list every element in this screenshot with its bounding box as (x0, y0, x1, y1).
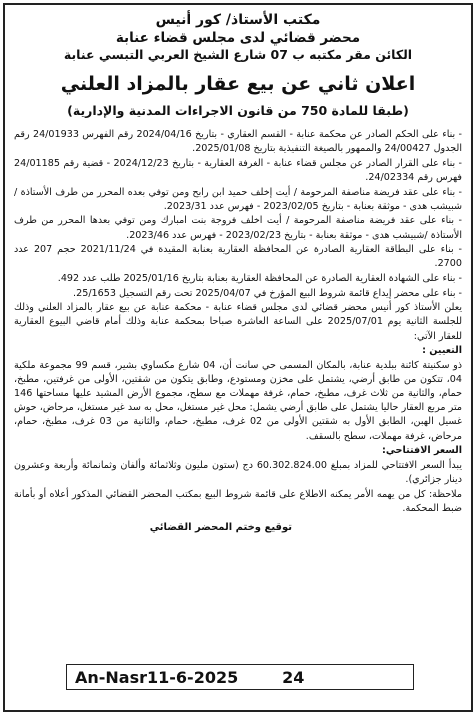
office-address: الكائن مقر مكتبه ب 07 شارع الشيخ العربي التبسي عنابة (63, 47, 413, 63)
paragraph-inheritance-1: - بناء على عقد فريضة مناصفة المرحومة / أيت إخلف حميد ابن رابح ومن توفي بعده المحرر من طرف الأستاذة /شبيشب هدى - موثقة بعنابة - بتاريخ 2023/02/05 - فهرس عدد 2023/31. (14, 186, 462, 212)
paragraph-price: يبدأ السعر الافتتاحي للمزاد بمبلغ 60.302.824.00 دج (ستون مليون وثلاثمائة وألفان وثمانمائة وأربعة وعشرون دينار جزائري). (14, 459, 462, 485)
paragraph-conditions-filing: - بناء على محضر إيداع قائمة شروط البيع المؤرخ في 2025/04/07 تحت رقم التسجيل 25/1653. (73, 287, 462, 299)
announcement-body (14, 128, 462, 516)
signature-line: توقيع وختم المحضر القضائي (149, 521, 292, 533)
paragraph-sale-notice: يعلن الأستاذ كور أنيس محضر قضائي لدى مجلس قضاء عنابة - محكمة عنابة عن بيع عقار بالمزاد العلني وذلك للجلسة الثانية يوم 2025/07/01 على الساعة العاشرة صباحا بمحكمة عنابة وذلك أمام قاضي البيوع العقارية للعقار الآتي: (14, 302, 462, 342)
paragraph-inheritance-2: - بناء على عقد فريضة مناصفة المرحومة / أيت اخلف فروجة بنت امبارك ومن توفي بعدها المحرر من طرف الأستاذة /شبيشب هدى - موثقة بعنابة - بتاريخ 2023/02/23 - فهرس عدد 2023/46. (14, 215, 462, 241)
announcement-subtitle: (طبقا للمادة 750 من قانون الاجراءات المدنية والإدارية) (67, 103, 409, 119)
office-court: محضر قضائي لدى مجلس قضاء عنابة (115, 29, 361, 46)
paragraph-certificate: - بناء على الشهادة العقارية الصادرة عن المحافظة العقارية بعنابة بتاريخ 2025/01/16 طلب عدد 492. (57, 273, 462, 284)
announcement-title: اعلان ثاني عن بيع عقار بالمزاد العلني (60, 73, 416, 96)
paragraph-note: ملاحظة: كل من يهمه الأمر يمكنه الاطلاع على قائمة شروط البيع بمكتب المحضر القضائي المذكور أعلاه أو بأمانة ضبط المحكمة. (14, 488, 462, 514)
newspaper-reference: An-Nasr11-6-2025 (75, 667, 239, 687)
section-heading-designation: التعيين : (422, 345, 462, 357)
newspaper-footer (66, 664, 414, 690)
paragraph-decision: - بناء على القرار الصادر عن مجلس قضاء عنابة - الغرفة العقارية - بتاريخ 2024/12/23 - قضية رقم 24/01185 فهرس رقم 24/02334. (14, 157, 462, 184)
paragraph-judgment: - بناء على الحكم الصادر عن محكمة عنابة - القسم العقاري - بتاريخ 2024/04/16 رقم الفهرس 24/01933 رقم الجدول 24/00427 والممهور بالصيغة التنفيذية بتاريخ 2025/01/08. (14, 129, 463, 155)
office-header (14, 12, 462, 63)
office-name: مكتب الأستاذ/ كور أنيس (155, 12, 321, 28)
page-number: 24 (282, 667, 305, 687)
paragraph-property-card: - بناء على البطاقة العقارية الصادرة عن المحافظة العقارية بعنابة المقيدة في 2021/11/24 حجم 207 عدد 2700. (14, 244, 462, 270)
paragraph-designation: ذو سكنيتة كائنة ببلدية عنابة، بالمكان المسمى حي سانت أن، 04 شارع مكساوي بشير، قسم 99 مجموعة ملكية 04، تتكون من طابق أرضي، يشتمل على مخزن ومستودع، وطابق يتكون من شقتين، الأولى من غرفتين، مطبخ، حمام، والثانية من ثلاث غرف، مطبخ، حمام، غرفة مهملات مع سطح، مجموع الأرض المشيد عليها مساحتها 146 متر مربع العقار حاليا يشتمل على طابق أرضي يشمل: محل غير مستغل، محل به سد غير مستغل، مرحاض، حوش غسيل الهبن، الطابق الأول به شقتين الأولى من 02 غرف، مطبخ، حمام، والثانية من 03 غرف، مطبخ، حمام، مرحاض، غرفة مهملات، سطح بالسقف. (14, 359, 463, 442)
announcement-content (14, 12, 462, 533)
section-heading-price: السعر الافتتاحي: (382, 445, 462, 457)
